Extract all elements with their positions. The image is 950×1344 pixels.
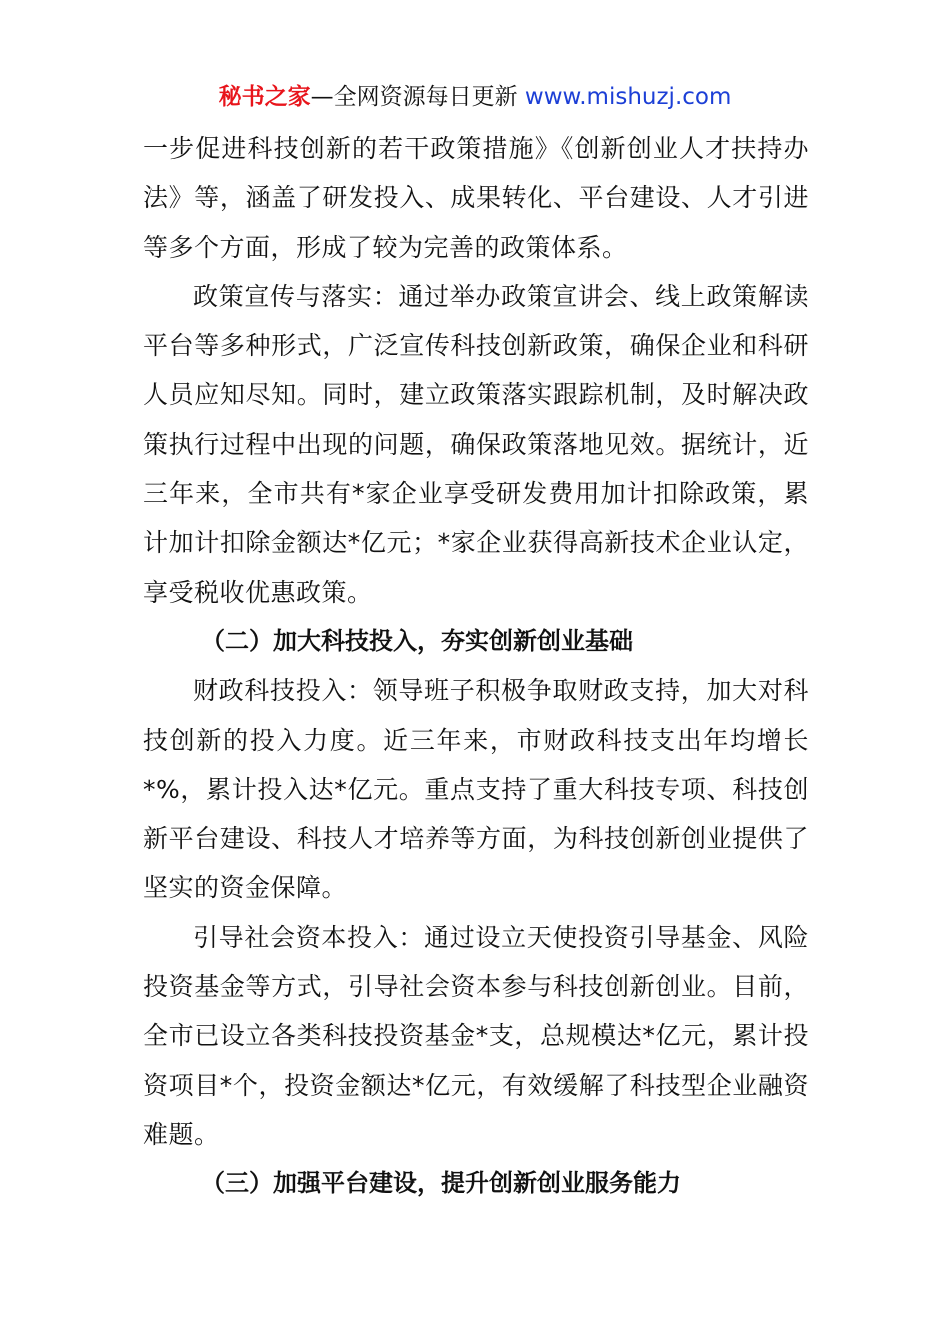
header-brand: 秘书之家 [218,84,311,110]
section-heading-3: （三）加强平台建设，提升创新创业服务能力 [201,1169,681,1198]
document-body [143,124,809,1209]
paragraph-policy-system: 一步促进科技创新的若干政策措施》《创新创业人才扶持办法》等，涵盖了研发投入、成果转化、平台建设、人才引进等多个方面，形成了较为完善的政策体系。 [143,134,809,262]
paragraph-fiscal-investment: 财政科技投入：领导班子积极争取财政支持，加大对科技创新的投入力度。近三年来，市财政科技支出年均增长*%，累计投入达*亿元。重点支持了重大科技专项、科技创新平台建设、科技人才培养等方面，为科技创新创业提供了坚实的资金保障。 [143,676,809,903]
page-header [0,80,950,114]
section-heading-2: （二）加大科技投入，夯实创新创业基础 [201,626,633,655]
header-url[interactable]: www.mishuzj.com [524,84,732,110]
header-tagline: —全网资源每日更新 [310,84,518,110]
paragraph-social-capital: 引导社会资本投入：通过设立天使投资引导基金、风险投资基金等方式，引导社会资本参与科技创新创业。目前，全市已设立各类科技投资基金*支，总规模达*亿元，累计投资项目*个，投资金额达*亿元，有效缓解了科技型企业融资难题。 [143,922,809,1149]
paragraph-policy-promotion: 政策宣传与落实：通过举办政策宣讲会、线上政策解读平台等多种形式，广泛宣传科技创新政策，确保企业和科研人员应知尽知。同时，建立政策落实跟踪机制，及时解决政策执行过程中出现的问题，确保政策落地见效。据统计，近三年来，全市共有*家企业享受研发费用加计扣除政策，累计加计扣除金额达*亿元；*家企业获得高新技术企业认定，享受税收优惠政策。 [143,281,809,607]
